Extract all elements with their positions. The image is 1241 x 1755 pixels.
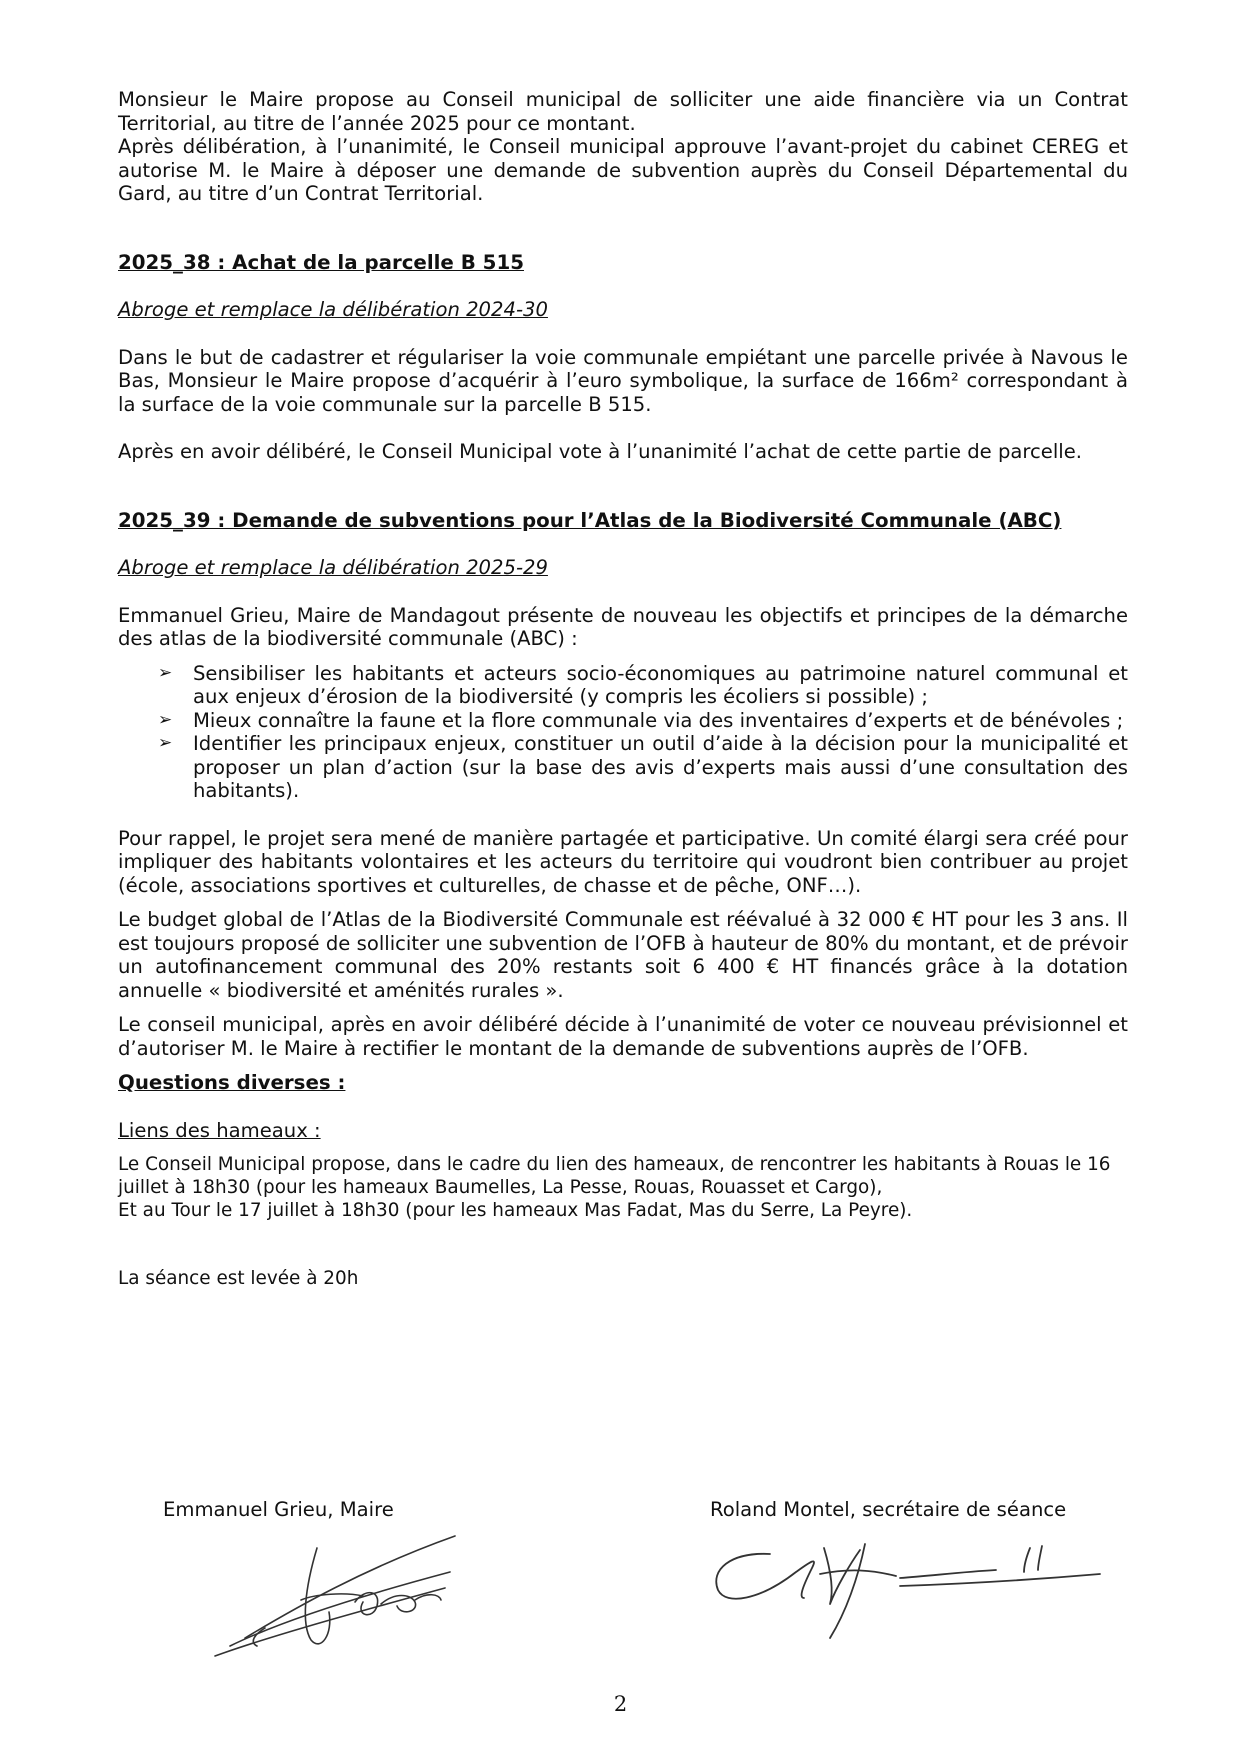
arrow-bullet-icon: ➢ <box>158 709 173 730</box>
signer-right-name: Roland Montel, secrétaire de séance <box>710 1498 1067 1521</box>
section-39-intro: Emmanuel Grieu, Maire de Mandagout présente de nouveau les objectifs et principes de la démarche des atlas de la biodiversité communale (ABC) : <box>118 603 1128 650</box>
document-page <box>118 88 1128 1291</box>
signer-left-name: Emmanuel Grieu, Maire <box>163 1498 394 1521</box>
questions-heading: Questions diverses : <box>118 1071 346 1094</box>
section-39-subheading: Abroge et remplace la délibération 2025-29 <box>118 556 548 579</box>
section-38-paragraph-2: Après en avoir délibéré, le Conseil Municipal vote à l’unanimité l’achat de cette partie de parcelle. <box>118 440 1083 463</box>
section-38-subheading: Abroge et remplace la délibération 2024-30 <box>118 298 548 321</box>
mayor-signature-icon <box>205 1528 465 1668</box>
questions-line-1: Le Conseil Municipal propose, dans le cadre du lien des hameaux, de rencontrer les habitants à Rouas le 16 juillet à 18h30 (pour les hameaux Baumelles, La Pesse, Rouas, Rouasset et Cargo), <box>118 1154 1111 1198</box>
list-item-text: Sensibiliser les habitants et acteurs socio-économiques au patrimoine naturel communal et aux enjeux d’érosion de la biodiversité (y compris les écoliers si possible) ; <box>193 661 1128 708</box>
objectives-list <box>118 662 1128 803</box>
section-38-paragraph-1: Dans le but de cadastrer et régulariser la voie communale empiétant une parcelle privée à Navous le Bas, Monsieur le Maire propose d’acquérir à l’euro symbolique, la surface de 166m² correspondant à la surface de la voie communale sur la parcelle B 515. <box>118 345 1128 416</box>
list-item <box>118 732 1128 803</box>
section-39-vote: Le conseil municipal, après en avoir délibéré décide à l’unanimité de voter ce nouveau prévisionnel et d’autoriser M. le Maire à rectifier le montant de la demande de subventions auprès de l’OFB. <box>118 1013 1128 1060</box>
questions-subheading: Liens des hameaux : <box>118 1118 321 1142</box>
closing-line: La séance est levée à 20h <box>118 1268 359 1289</box>
section-38-heading: 2025_38 : Achat de la parcelle B 515 <box>118 250 524 274</box>
list-item-text: Identifier les principaux enjeux, constituer un outil d’aide à la décision pour la municipalité et proposer un plan d’action (sur la base des avis d’experts mais aussi d’une consultation des habitants). <box>193 732 1128 802</box>
section-39-rappel: Pour rappel, le projet sera mené de manière partagée et participative. Un comité élargi sera créé pour impliquer des habitants volontaires et les acteurs du territoire qui voudront bien contribuer au projet (école, associations sportives et culturelles, de chasse et de pêche, ONF…). <box>118 826 1128 897</box>
signature-block <box>0 1498 1241 1658</box>
intro-paragraph-1: Monsieur le Maire propose au Conseil municipal de solliciter une aide financière via un Contrat Territorial, au titre de l’année 2025 pour ce montant. <box>118 88 1128 135</box>
questions-line-2: Et au Tour le 17 juillet à 18h30 (pour les hameaux Mas Fadat, Mas du Serre, La Peyre). <box>118 1200 913 1221</box>
list-item <box>118 709 1128 733</box>
list-item <box>118 662 1128 709</box>
list-item-text: Mieux connaître la faune et la flore communale via des inventaires d’experts et de bénévoles ; <box>193 708 1124 732</box>
arrow-bullet-icon: ➢ <box>158 662 173 683</box>
page-number: 2 <box>613 1692 628 1716</box>
section-39-budget: Le budget global de l’Atlas de la Biodiversité Communale est réévalué à 32 000 € HT pour les 3 ans. Il est toujours proposé de solliciter une subvention de l’OFB à hauteur de 80% du montant, et de prévoir un autofinancement communal des 20% restants soit 6 400 € HT financés grâce à la dotation annuelle « biodiversité et aménités rurales ». <box>118 908 1128 1002</box>
section-39-heading: 2025_39 : Demande de subventions pour l’Atlas de la Biodiversité Communale (ABC) <box>118 508 1062 532</box>
intro-paragraph-2: Après délibération, à l’unanimité, le Conseil municipal approuve l’avant-projet du cabinet CEREG et autorise M. le Maire à déposer une demande de subvention auprès du Conseil Départemental du Gard, au titre d’un Contrat Territorial. <box>118 135 1128 205</box>
secretary-signature-icon <box>700 1538 1120 1648</box>
arrow-bullet-icon: ➢ <box>158 733 173 753</box>
